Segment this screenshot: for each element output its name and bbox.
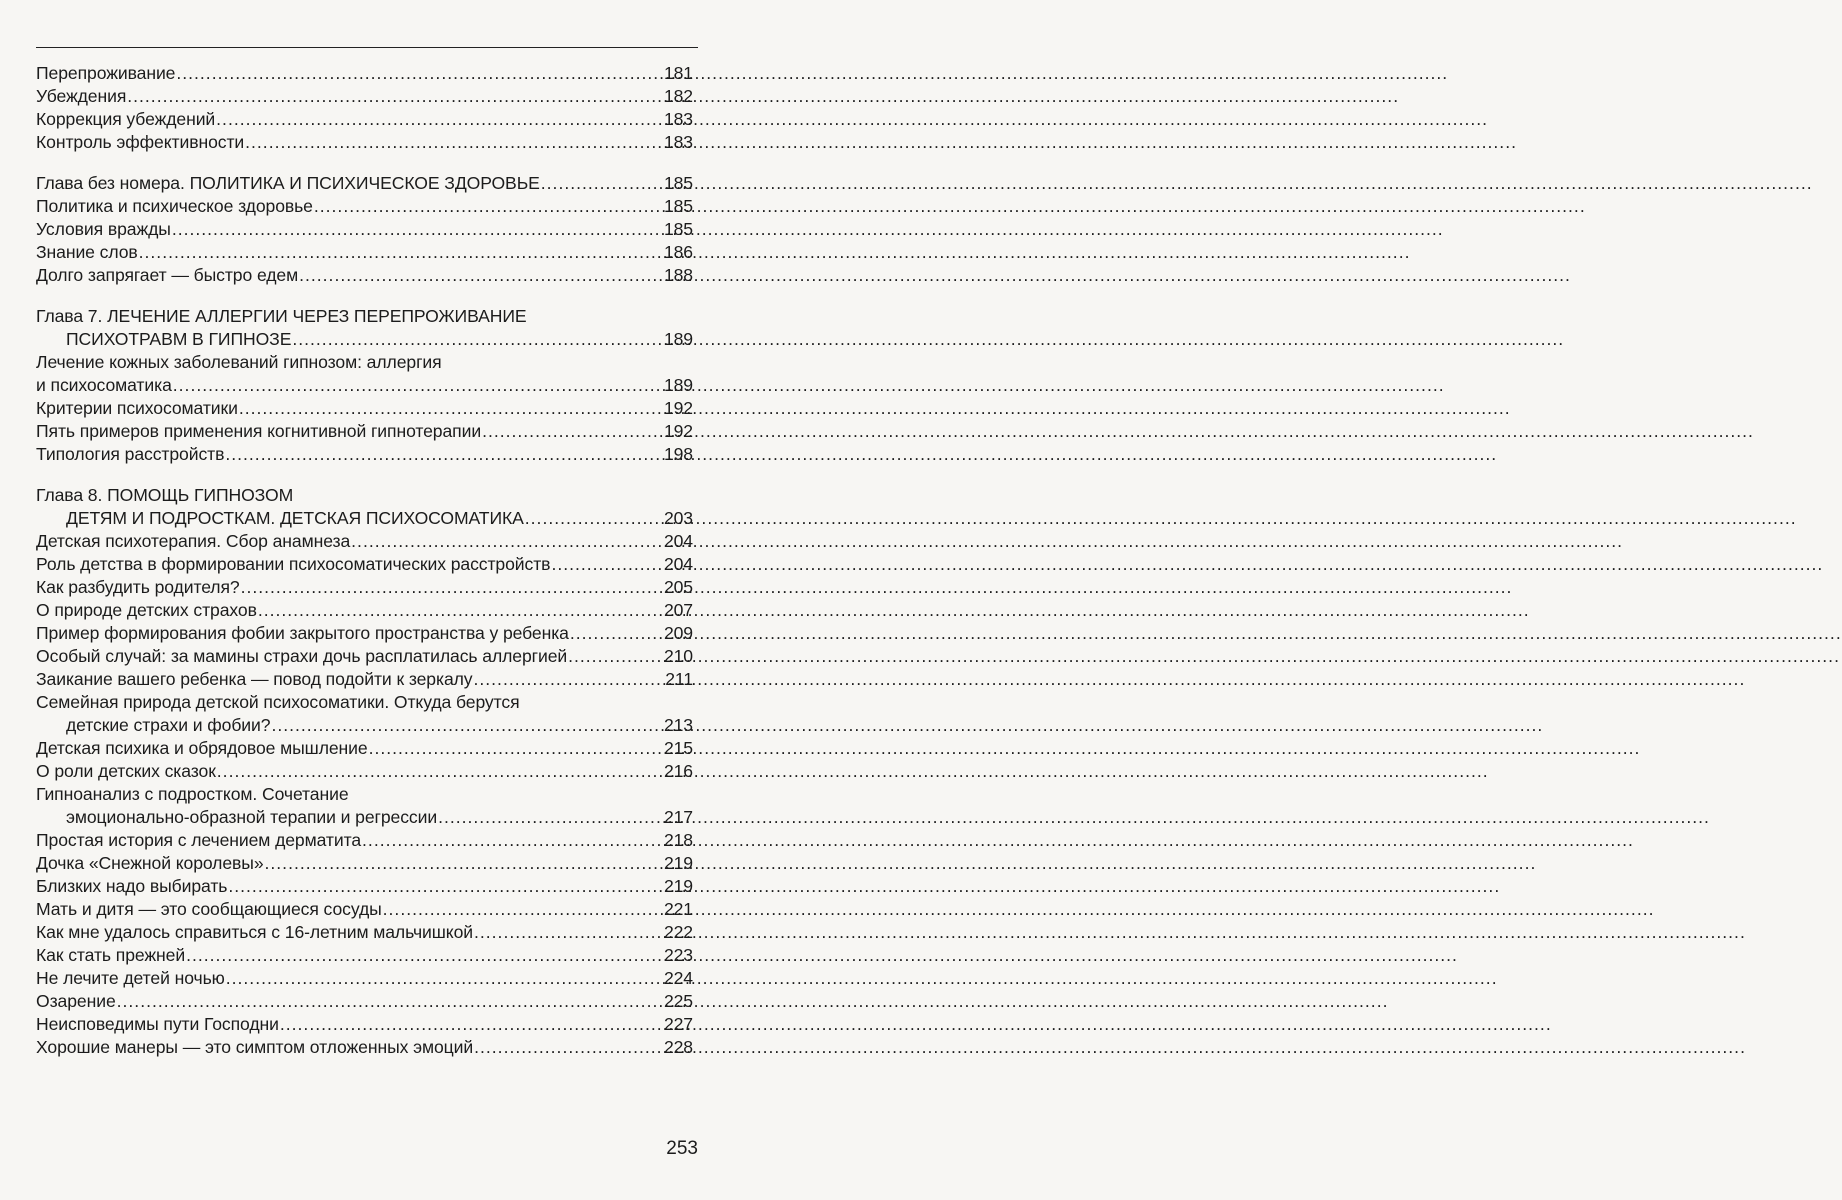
toc-entry-page: 204 [663,554,693,574]
toc-entry-title: и психосоматика [36,375,172,395]
toc-entry-title: Гипноанализ с подростком. Сочетание [36,784,349,804]
toc-entry[interactable] [36,397,693,420]
toc-entry[interactable] [36,218,693,241]
toc-entry-title: Хорошие манеры — это симптом отложенных эмоций [36,1037,474,1057]
dot-leader [239,397,663,420]
toc-entry[interactable] [36,108,693,131]
toc-entry-title: Мать и дитя — это сообщающиеся сосуды [36,899,382,919]
toc-entry[interactable] [36,875,693,898]
toc-entry-page: 198 [663,444,693,464]
toc-entry-title: Лечение кожных заболеваний гипнозом: аллергия [36,352,442,372]
toc-entry-page: 192 [663,421,693,441]
toc-entry-title: Пример формирования фобии закрытого пространства у ребенка [36,623,569,643]
toc-entry-title: эмоционально-образной терапии и регрессии [66,807,438,827]
toc-entry[interactable] [36,622,693,645]
toc-entry-title: Дочка «Снежной королевы» [36,853,264,873]
toc-entry-page: 217 [663,807,693,827]
toc-entry-title: Контроль эффективности [36,132,245,152]
toc-entry[interactable] [36,737,693,760]
toc-entry[interactable] [36,305,693,351]
dot-leader [127,85,663,108]
toc-entry[interactable] [36,420,693,443]
toc-entry-page: 183 [663,132,693,152]
toc-entry-title: Не лечите детей ночью [36,968,225,988]
toc-entry[interactable] [36,645,693,668]
toc-entry-page: 192 [663,398,693,418]
dot-leader [299,264,663,287]
toc-entry-title: Детская психотерапия. Сбор анамнеза [36,531,351,551]
toc-entry[interactable] [36,172,693,195]
dot-leader [570,622,663,645]
toc-entry-title: Заикание вашего ребенка — повод подойти к зеркалу [36,669,473,689]
toc-entry-title: Детская психика и обрядовое мышление [36,738,368,758]
dot-leader [474,921,663,944]
dot-leader [217,760,663,783]
dot-leader [280,1013,663,1036]
toc-entry-page: 181 [663,63,693,83]
toc-entry-page: 218 [663,830,693,850]
toc-entry[interactable] [36,484,693,530]
toc-entry-page: 185 [663,173,693,193]
toc-entry-page: 227 [663,1014,693,1034]
dot-leader [172,218,663,241]
header-rule [36,47,698,48]
toc-entry-title: Близких надо выбирать [36,876,228,896]
page-number: 253 [666,1138,698,1159]
toc-entry[interactable] [36,921,693,944]
toc-entry-page: 219 [663,853,693,873]
toc-entry-title: Как мне удалось справиться с 16-летним мальчишкой [36,922,473,942]
toc-entry-page: 183 [663,109,693,129]
toc-entry-title: О роли детских сказок [36,761,216,781]
toc-entry[interactable] [36,241,693,264]
toc-entry[interactable] [36,62,693,85]
toc-entry-page: 186 [663,242,693,262]
toc-entry-title: ПСИХОТРАВМ В ГИПНОЗЕ [66,329,292,349]
dot-leader [314,195,663,218]
toc-section [36,172,693,287]
toc-entry-title: Пять примеров применения когнитивной гипнотерапии [36,421,482,441]
toc-entry-title: Глава без номера. ПОЛИТИКА И ПСИХИЧЕСКОЕ ЗДОРОВЬЕ [36,173,540,193]
dot-leader [186,944,663,967]
dot-leader [226,967,663,990]
toc-entry-title: Как разбудить родителя? [36,577,240,597]
toc-entry-title: Критерии психосоматики [36,398,238,418]
dot-leader [362,829,663,852]
toc-entry[interactable] [36,1036,693,1059]
toc-entry[interactable] [36,944,693,967]
toc-entry[interactable] [36,967,693,990]
toc-entry-page: 215 [663,738,693,758]
dot-leader [265,852,663,875]
toc-section [36,305,693,466]
toc-entry-title: Как стать прежней [36,945,186,965]
dot-leader [258,599,663,622]
toc-entry-page: 188 [663,265,693,285]
dot-leader [383,898,663,921]
dot-leader [117,990,663,1013]
toc-entry-title: Убеждения [36,86,127,106]
toc-entry-title: Перепроживание [36,63,176,83]
toc-entry-page: 228 [663,1037,693,1057]
dot-leader [438,806,663,829]
book-page [0,0,758,1200]
toc-entry[interactable] [36,990,693,1013]
dot-leader [173,374,663,397]
dot-leader [551,553,663,576]
toc-entry-title: детские страхи и фобии? [66,715,271,735]
toc-entry[interactable] [36,852,693,875]
dot-leader [292,328,663,351]
toc-entry[interactable] [36,599,693,622]
toc-entry[interactable] [36,898,693,921]
toc-entry-page: 225 [663,991,693,1011]
dot-leader [271,714,662,737]
toc-entry-title: Озарение [36,991,116,1011]
toc-entry-title: Политика и психическое здоровье [36,196,313,216]
toc-entry-title: Особый случай: за мамины страхи дочь расплатилась аллергией [36,646,568,666]
dot-leader [225,443,663,466]
dot-leader [474,668,665,691]
toc-entry-title: Роль детства в формировании психосоматических расстройств [36,554,551,574]
toc-entry-page: 182 [663,86,693,106]
dot-leader [241,576,663,599]
toc-section [36,62,693,154]
toc-entry-page: 210 [663,646,693,666]
dot-leader [216,108,663,131]
toc-entry[interactable] [36,829,693,852]
dot-leader [351,530,663,553]
toc-entry-title: Простая история с лечением дерматита [36,830,362,850]
toc-entry[interactable] [36,530,693,553]
toc-entry-title: Семейная природа детской психосоматики. Откуда берутся [36,692,520,712]
toc-entry-title: Долго запрягает — быстро едем [36,265,299,285]
toc-entry[interactable] [36,760,693,783]
dot-leader [228,875,663,898]
toc-entry-page: 216 [663,761,693,781]
toc-entry-page: 224 [663,968,693,988]
toc-entry[interactable] [36,443,693,466]
dot-leader [139,241,663,264]
toc-entry[interactable] [36,351,693,397]
toc-entry-page: 203 [663,508,693,528]
toc-entry[interactable] [36,195,693,218]
dot-leader [482,420,663,443]
dot-leader [474,1036,663,1059]
toc-entry-title: Глава 7. ЛЕЧЕНИЕ АЛЛЕРГИИ ЧЕРЕЗ ПЕРЕПРОЖИВАНИЕ [36,306,527,326]
dot-leader [525,507,663,530]
toc-entry-page: 213 [663,715,693,735]
toc-entry-page: 185 [663,219,693,239]
toc-entry-title: Условия вражды [36,219,171,239]
dot-leader [369,737,663,760]
toc-entry-page: 211 [665,669,693,689]
toc-entry-title: Знание слов [36,242,138,262]
toc-entry-title: ДЕТЯМ И ПОДРОСТКАМ. ДЕТСКАЯ ПСИХОСОМАТИКА [66,508,524,528]
dot-leader [568,645,663,668]
toc-entry-page: 223 [663,945,693,965]
toc-entry-title: О природе детских страхов [36,600,257,620]
toc-entry-title: Коррекция убеждений [36,109,216,129]
dot-leader [176,62,663,85]
dot-leader [245,131,663,154]
toc-entry[interactable] [36,264,693,287]
toc-entry-title: Типология расстройств [36,444,225,464]
table-of-contents [36,62,693,1059]
toc-entry[interactable] [36,85,693,108]
dot-leader [541,172,663,195]
toc-entry-page: 185 [663,196,693,216]
toc-entry-page: 219 [663,876,693,896]
toc-entry[interactable] [36,553,693,576]
toc-entry-page: 189 [663,329,693,349]
toc-entry-page: 189 [663,375,693,395]
toc-entry-page: 221 [663,899,693,919]
toc-entry[interactable] [36,691,693,737]
toc-entry[interactable] [36,783,693,829]
toc-entry-title: Глава 8. ПОМОЩЬ ГИПНОЗОМ [36,485,294,505]
toc-entry-page: 222 [663,922,693,942]
toc-entry[interactable] [36,1013,693,1036]
toc-entry[interactable] [36,131,693,154]
toc-entry-page: 207 [663,600,693,620]
toc-entry-page: 204 [663,531,693,551]
toc-entry[interactable] [36,576,693,599]
toc-entry-title: Неисповедимы пути Господни [36,1014,279,1034]
toc-entry-page: 205 [663,577,693,597]
toc-entry[interactable] [36,668,693,691]
toc-entry-page: 209 [663,623,693,643]
toc-section [36,484,693,1059]
